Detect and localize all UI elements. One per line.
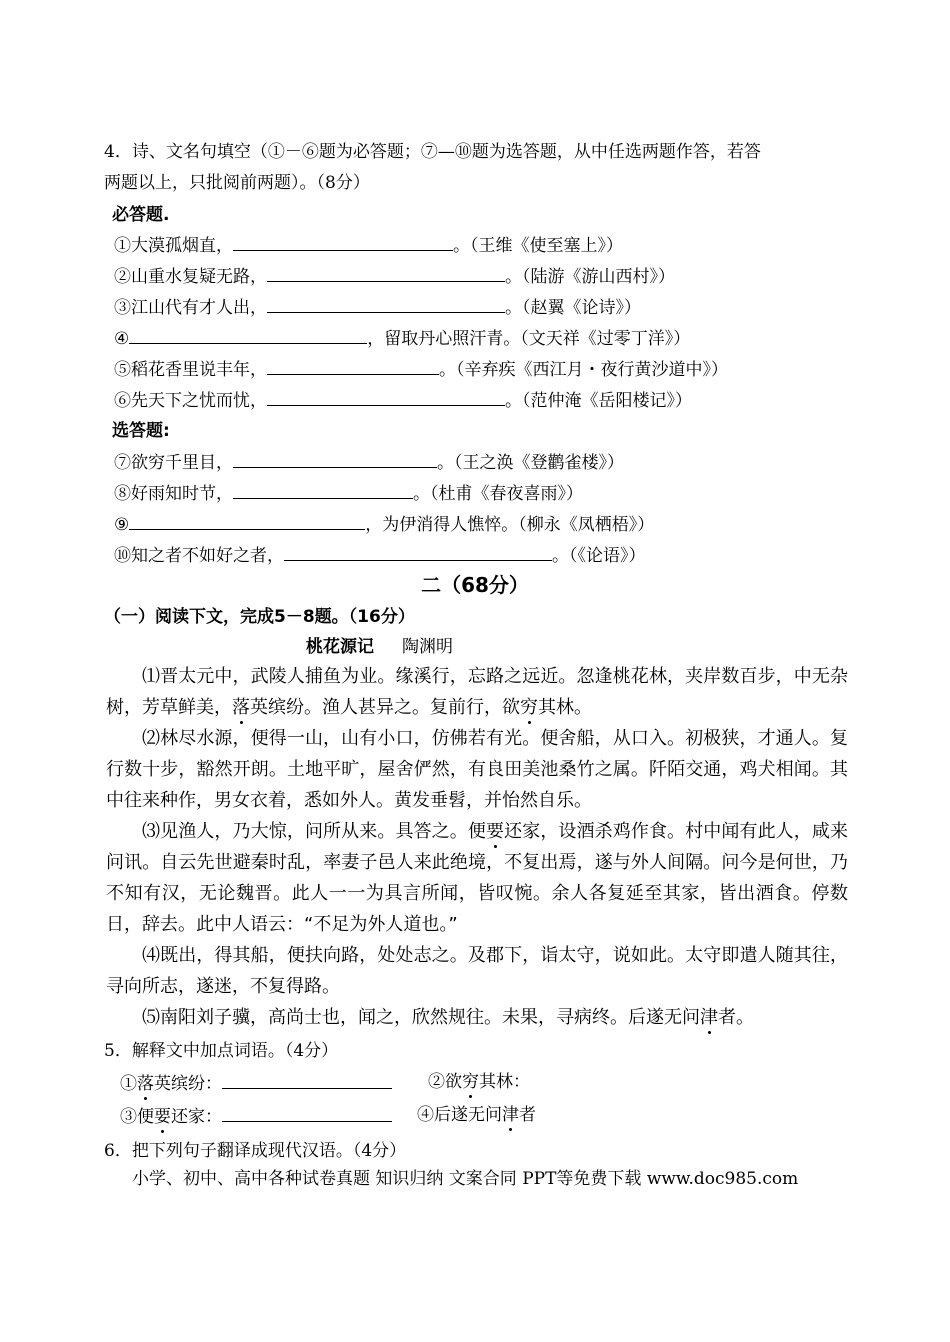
dotted-word-qiong: 穷	[520, 697, 538, 718]
q5-item-d: ④后遂无问津者	[417, 1105, 536, 1125]
q5-answer-blank-a[interactable]	[222, 1071, 392, 1089]
section-heading: 二（68分）	[421, 573, 529, 597]
answer-blank-4[interactable]	[129, 326, 367, 344]
passage-author: 陶渊明	[402, 637, 453, 657]
paragraph-5: ⑸南阳刘子骥，高尚士也，闻之，欣然规往。未果，寻病终。后遂无问津者。	[142, 1007, 754, 1028]
fill-item-3: ③江山代有才人出， 。（赵翼《论诗》）	[114, 295, 641, 319]
q5-item-c: ③便要还家：	[120, 1104, 392, 1128]
passage-title-line	[306, 636, 453, 658]
paragraph-1: ⑴晋太元中，武陵人捕鱼为业。缘溪行，忘路之远近。忽逢桃花林，夹岸数百步，中无杂树，芳草鲜美，落英缤纷。渔人甚异之。复前行，欲穷其林。	[106, 666, 848, 718]
answer-blank-10[interactable]	[284, 543, 552, 561]
q5-stem: 5．解释文中加点词语。（4分）	[104, 1041, 339, 1061]
paragraph-3: ⑶见渔人，乃大惊，问所从来。具答之。便要还家，设酒杀鸡作食。村中闻有此人，咸来问讯。自云先世避秦时乱，率妻子邑人来此绝境，不复出焉，遂与外人间隔。问今是何世，乃不知有汉，无论魏晋。此人一一为具言所闻，皆叹惋。余人各复延至其家，皆出酒食。停数日，辞去。此中人语云：“不足为外人道也。”	[106, 821, 849, 935]
footer-text: 小学、初中、高中各种试卷真题 知识归纳 文案合同 PPT等免费下载 www.doc985.com	[132, 1169, 799, 1189]
fill-item-8: ⑧好雨知时节， 。（杜甫《春夜喜雨》）	[114, 481, 583, 505]
required-label: 必答题.	[112, 205, 170, 225]
q5-answer-blank-c[interactable]	[222, 1104, 392, 1122]
answer-blank-3[interactable]	[267, 295, 505, 313]
answer-blank-9[interactable]	[129, 512, 365, 530]
q5-item-a: ①落英缤纷：	[120, 1071, 392, 1095]
fill-item-9: ⑨ ，为伊消得人憔悴。（柳永《凤栖梧》）	[114, 512, 654, 536]
dotted-word-luo: 落	[232, 697, 250, 718]
paragraph-4: ⑷既出，得其船，便扶向路，处处志之。及郡下，诣太守，说如此。太守即遣人随其往，寻向所志，遂迷，不复得路。	[106, 945, 848, 997]
q6-stem: 6．把下列句子翻译成现代汉语。（4分）	[104, 1141, 407, 1161]
passage-title: 桃花源记	[306, 637, 374, 657]
fill-item-7: ⑦欲穷千里目， 。（王之涣《登鹳雀楼》）	[114, 450, 624, 474]
answer-blank-7[interactable]	[233, 450, 437, 468]
answer-blank-5[interactable]	[267, 357, 439, 375]
fill-item-5: ⑤稻花香里说丰年， 。（辛弃疾《西江月・夜行黄沙道中》）	[114, 357, 728, 381]
dotted-word-yao: 要	[486, 821, 505, 842]
answer-blank-1[interactable]	[233, 233, 453, 251]
fill-item-6: ⑥先天下之忧而忧， 。（范仲淹《岳阳楼记》）	[114, 388, 692, 412]
fill-item-2: ②山重水复疑无路， 。（陆游《游山西村》）	[114, 264, 675, 288]
q5-item-b: ②欲穷其林：	[428, 1072, 530, 1092]
dotted-word-jin: 津	[700, 1007, 718, 1028]
answer-blank-2[interactable]	[267, 264, 505, 282]
fill-item-10: ⑩知之者不如好之者， 。（《论语》）	[114, 543, 646, 567]
answer-blank-8[interactable]	[233, 481, 413, 499]
q4-stem-line2: 两题以上，只批阅前两题）。（8分）	[104, 173, 370, 193]
fill-item-4: ④ ，留取丹心照汗青。（文天祥《过零丁洋》）	[114, 326, 690, 350]
answer-blank-6[interactable]	[267, 388, 505, 406]
paragraph-2: ⑵林尽水源，便得一山，山有小口，仿佛若有光。便舍船，从口入。初极狭，才通人。复行数十步，豁然开朗。土地平旷，屋舍俨然，有良田美池桑竹之属。阡陌交通，鸡犬相闻。其中往来种作，男女衣着，悉如外人。黄发垂髫，并怡然自乐。	[106, 728, 848, 811]
q4-stem-line1: 4．诗、文名句填空（①－⑥题为必答题；⑦—⑩题为选答题，从中任选两题作答，若答	[104, 142, 761, 162]
optional-label: 选答题:	[112, 421, 170, 441]
fill-item-1: ①大漠孤烟直， 。（王维《使至塞上》）	[114, 233, 623, 257]
reading-subheading: （一）阅读下文，完成5－8题。（16分）	[104, 607, 415, 627]
